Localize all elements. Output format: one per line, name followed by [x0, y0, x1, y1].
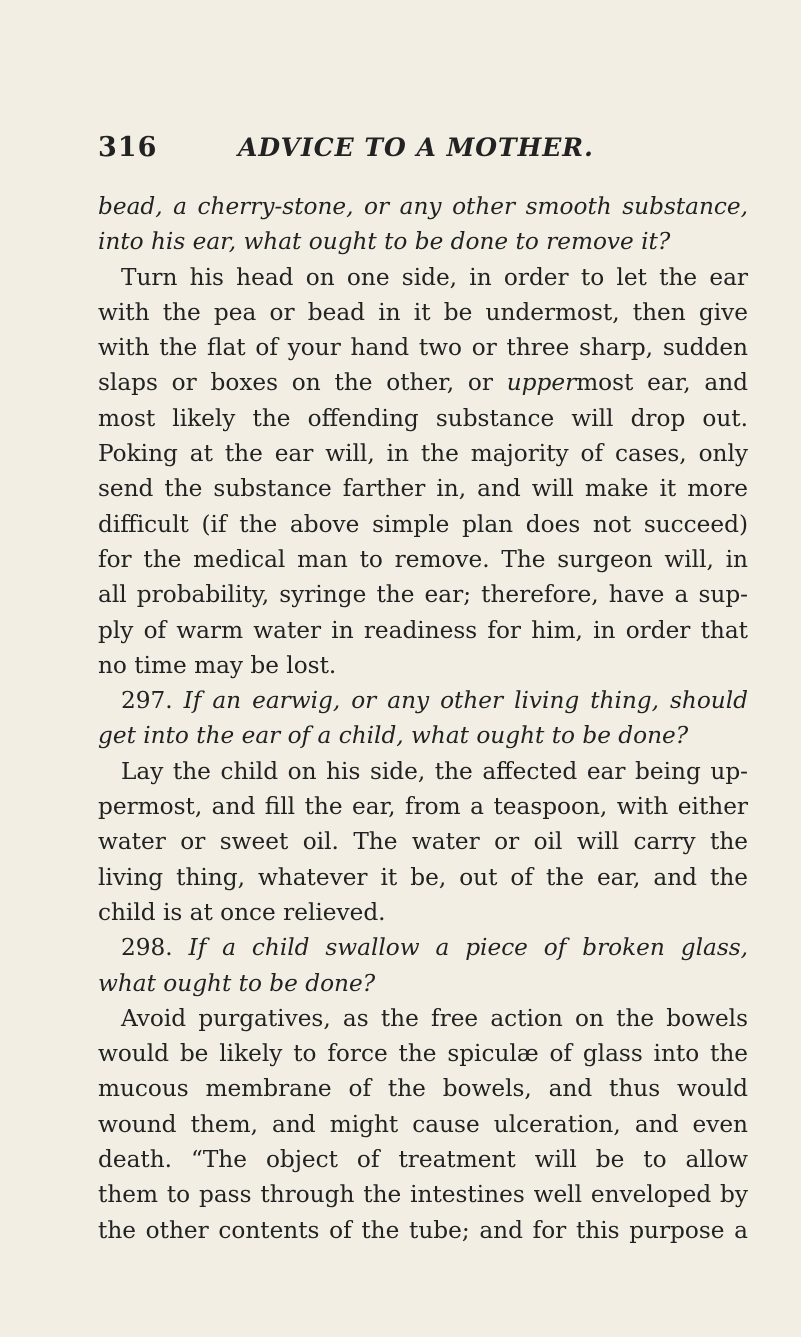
text-line	[98, 754, 748, 789]
text-line	[98, 1213, 748, 1248]
running-title: ADVICE TO A MOTHER.	[238, 133, 594, 162]
text-segment: would be likely to force the spiculæ of glass into the	[98, 1040, 748, 1068]
text-segment: most ear, and	[576, 369, 748, 397]
text-line	[98, 1036, 748, 1071]
text-line	[98, 1177, 748, 1212]
text-line	[98, 860, 748, 895]
italic-text: If a child swallow a piece of broken glass,	[188, 934, 748, 962]
text-line	[98, 401, 748, 436]
text-line	[98, 718, 748, 753]
text-segment: death. “The object of treatment will be to allow	[98, 1146, 748, 1174]
text-segment: 297.	[121, 687, 184, 715]
text-line	[98, 966, 748, 1001]
italic-text: bead, a cherry-stone, or any other smooth substance,	[98, 193, 748, 220]
text-line	[98, 507, 748, 542]
text-line	[98, 1071, 748, 1106]
text-segment: all probability, syringe the ear; therefore, have a sup-	[98, 581, 748, 609]
text-line	[98, 1001, 748, 1036]
text-line	[98, 1142, 748, 1177]
italic-text: into his ear, what ought to be done to remove it?	[98, 228, 671, 256]
page-number: 316	[98, 132, 158, 163]
text-line	[98, 365, 748, 400]
text-line	[98, 542, 748, 577]
text-line	[98, 436, 748, 471]
text-line	[98, 683, 748, 718]
text-segment: child is at once relieved.	[98, 898, 386, 926]
text-segment: Lay the child on his side, the affected ear being up-	[121, 757, 748, 785]
text-line	[98, 260, 748, 295]
text-line	[98, 789, 748, 824]
text-segment: Poking at the ear will, in the majority of cases, only	[98, 440, 748, 468]
italic-text: get into the ear of a child, what ought to be done?	[98, 722, 689, 750]
text-segment: permost, and fill the ear, from a teaspoon, with either	[98, 793, 748, 821]
text-line	[98, 613, 748, 648]
text-segment: the other contents of the tube; and for this purpose a	[98, 1216, 748, 1244]
text-segment: difficult (if the above simple plan does not succeed)	[98, 510, 748, 538]
text-segment: 298.	[121, 934, 189, 962]
text-line	[98, 471, 748, 506]
text-segment: wound them, and might cause ulceration, and even	[98, 1110, 748, 1138]
text-line	[98, 930, 748, 965]
text-line	[98, 577, 748, 612]
text-line	[98, 824, 748, 859]
text-line	[98, 295, 748, 330]
text-line	[98, 1107, 748, 1142]
text-segment: slaps or boxes on the other, or	[98, 369, 507, 397]
text-line	[98, 224, 748, 259]
text-segment: with the flat of your hand two or three sharp, sudden	[98, 334, 748, 362]
text-line	[98, 189, 748, 224]
text-segment: for the medical man to remove. The surgeon will, in	[98, 545, 748, 573]
italic-text: upper	[506, 369, 577, 397]
text-segment: send the substance farther in, and will make it more	[98, 475, 748, 503]
italic-text: what ought to be done?	[98, 969, 376, 997]
text-segment: Avoid purgatives, as the free action on the bowels	[121, 1004, 748, 1032]
running-head	[98, 132, 748, 166]
text-segment: ply of warm water in readiness for him, in order that	[98, 616, 748, 644]
text-segment: them to pass through the intestines well enveloped by	[98, 1181, 748, 1209]
text-segment: living thing, whatever it be, out of the ear, and the	[98, 863, 748, 891]
body-text	[98, 189, 748, 1248]
italic-text: If an earwig, or any other living thing, should	[183, 687, 748, 715]
text-segment: with the pea or bead in it be undermost, then give	[98, 298, 748, 326]
text-segment: mucous membrane of the bowels, and thus would	[98, 1075, 748, 1103]
text-line	[98, 330, 748, 365]
text-segment: most likely the offending substance will drop out.	[98, 404, 748, 432]
text-line	[98, 895, 748, 930]
text-line	[98, 648, 748, 683]
text-segment: no time may be lost.	[98, 651, 337, 679]
text-segment: water or sweet oil. The water or oil will carry the	[98, 828, 748, 856]
text-segment: Turn his head on one side, in order to let the ear	[121, 263, 748, 291]
